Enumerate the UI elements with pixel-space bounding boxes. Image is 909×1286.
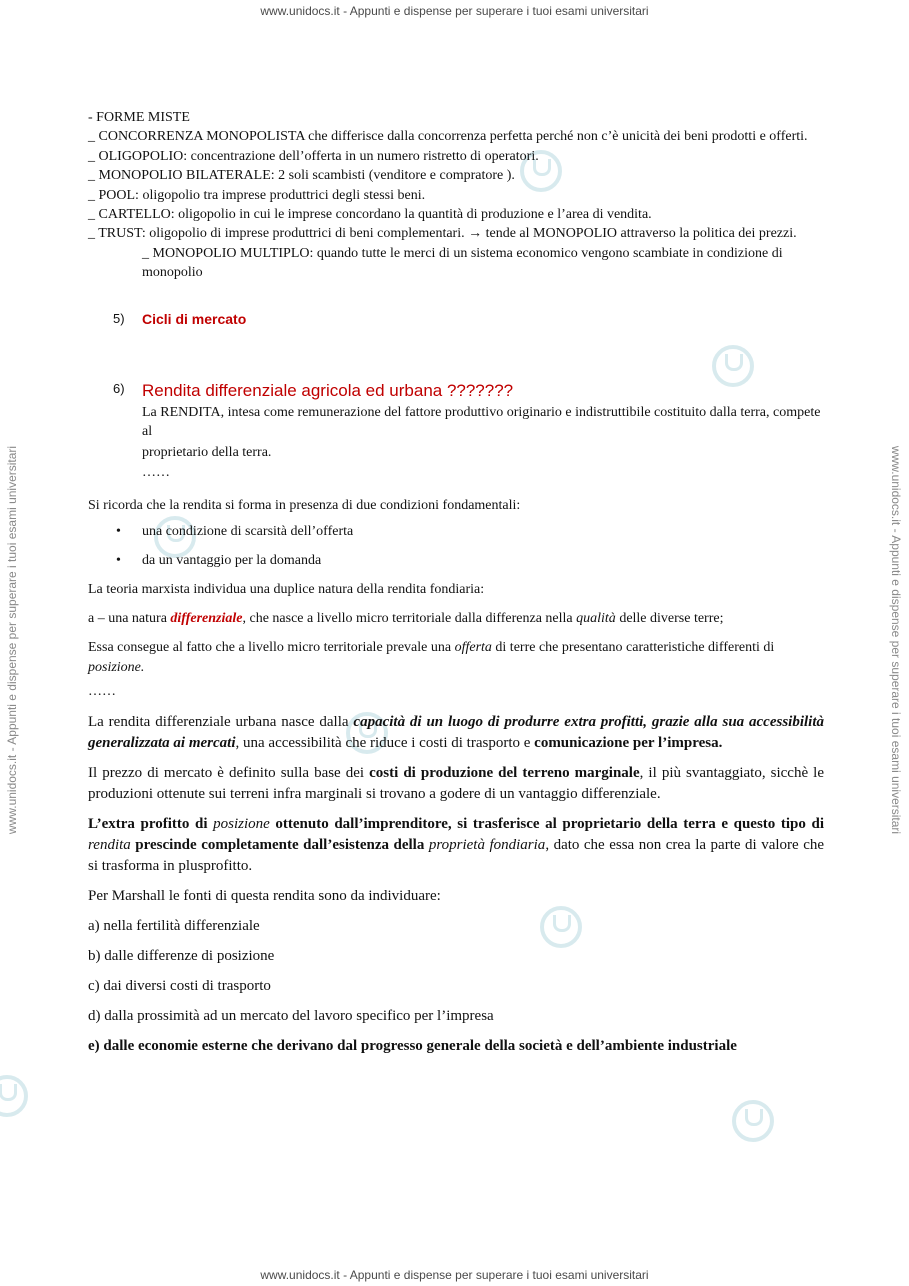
forme-line: _ POOL: oligopolio tra imprese produttrici degli stessi beni.	[88, 187, 426, 203]
section-number: 5)	[113, 310, 125, 326]
prezzo-mercato-paragraph: Il prezzo di mercato è definito sulla base dei costi di produzione del terreno marginale, il più svantaggiato, sicchè le produzioni ottenute sui terreni infra marginali si trovano a godere di un vantaggio differenziale.	[88, 765, 824, 803]
highlight-term: differenziale	[170, 611, 243, 627]
intro-paragraph: Si ricorda che la rendita si forma in presenza di due condizioni fondamentali:	[88, 498, 521, 514]
list-item: b) dalle differenze di posizione	[88, 948, 275, 965]
watermark-bottom: www.unidocs.it - Appunti e dispense per superare i tuoi esami universitari	[260, 1268, 649, 1282]
list-item: d) dalla prossimità ad un mercato del lavoro specifico per l’impresa	[88, 1008, 494, 1025]
unidocs-logo-icon	[732, 1100, 774, 1142]
list-item: • da un vantaggio per la domanda	[142, 551, 824, 570]
section-6-heading	[88, 381, 824, 401]
natura-differenziale-paragraph: a – una natura differenziale, che nasce a livello micro territoriale dalla differenza nella qualità delle diverse terre;	[88, 611, 724, 627]
document-body	[88, 108, 824, 1066]
forme-miste-title: - FORME MISTE	[88, 110, 190, 125]
marshall-paragraph: Per Marshall le fonti di questa rendita sono da individuare:	[88, 888, 441, 905]
list-item: a) nella fertilità differenziale	[88, 918, 260, 935]
unidocs-logo-icon	[0, 1075, 28, 1117]
section-title: Cicli di mercato	[142, 310, 247, 327]
watermark-top: www.unidocs.it - Appunti e dispense per superare i tuoi esami universitari	[260, 4, 649, 18]
extra-profitto-paragraph: L’extra profitto di posizione ottenuto dall’imprenditore, si trasferisce al proprietario della terra e questo tipo di rendita prescinde completamente dall’esistenza della proprietà fondiaria, dato che essa non crea la parte di valore che si trasforma in plusprofitto.	[88, 816, 825, 875]
forme-line: _ CARTELLO: oligopolio in cui le imprese concordano la quantità di produzione e l’area di vendita.	[88, 207, 652, 223]
ellipsis: ……	[142, 464, 170, 480]
forme-line: _ CONCORRENZA MONOPOLISTA che differisce dalla concorrenza perfetta perché non c’è unicità dei beni prodotti e offerti.	[88, 129, 808, 145]
section-title: Rendita differenziale agricola ed urbana ???????	[142, 380, 514, 400]
rendita-urbana-paragraph: La rendita differenziale urbana nasce dalla capacità di un luogo di produrre extra profitti, grazie alla sua accessibilità generalizzata ai mercati, una accessibilità che riduce i costi di trasporto e comunicazione per l’impresa.	[88, 714, 825, 752]
rendita-definition: La RENDITA, intesa come remunerazione del fattore produttivo originario e indistruttibile costituito dalla terra, compete al	[142, 404, 821, 440]
marx-paragraph: La teoria marxista individua una duplice natura della rendita fondiaria:	[88, 582, 485, 598]
forme-line: _ MONOPOLIO MULTIPLO: quando tutte le merci di un sistema economico vengono scambiate in condizione di monopolio	[142, 245, 783, 281]
list-item: • una condizione di scarsità dell’offerta	[142, 522, 824, 541]
forme-line: _ OLIGOPOLIO: concentrazione dell’offerta in un numero ristretto di operatori.	[88, 148, 539, 164]
section-5-heading	[88, 311, 824, 329]
section-number: 6)	[113, 380, 125, 396]
watermark-left: www.unidocs.it - Appunti e dispense per superare i tuoi esami universitari	[5, 445, 19, 835]
forme-miste-block	[88, 108, 824, 283]
ellipsis: ……	[88, 684, 116, 700]
forme-line: _ MONOPOLIO BILATERALE: 2 soli scambisti (venditore e compratore ).	[88, 168, 515, 184]
posizione-paragraph: Essa consegue al fatto che a livello micro territoriale prevale una offerta di terre che presentano caratteristiche differenti di posizione.	[88, 640, 775, 676]
forme-line: _ TRUST: oligopolio di imprese produttrici di beni complementari. → tende al MONOPOLIO attraverso la politica dei prezzi.	[88, 226, 797, 242]
rendita-definition-cont: proprietario della terra.	[142, 445, 272, 461]
list-item-last: e) dalle economie esterne che derivano dal progresso generale della società e dell’ambiente industriale	[88, 1038, 737, 1055]
conditions-list	[88, 522, 824, 570]
watermark-right: www.unidocs.it - Appunti e dispense per superare i tuoi esami universitari	[889, 445, 903, 835]
list-item: c) dai diversi costi di trasporto	[88, 978, 271, 995]
